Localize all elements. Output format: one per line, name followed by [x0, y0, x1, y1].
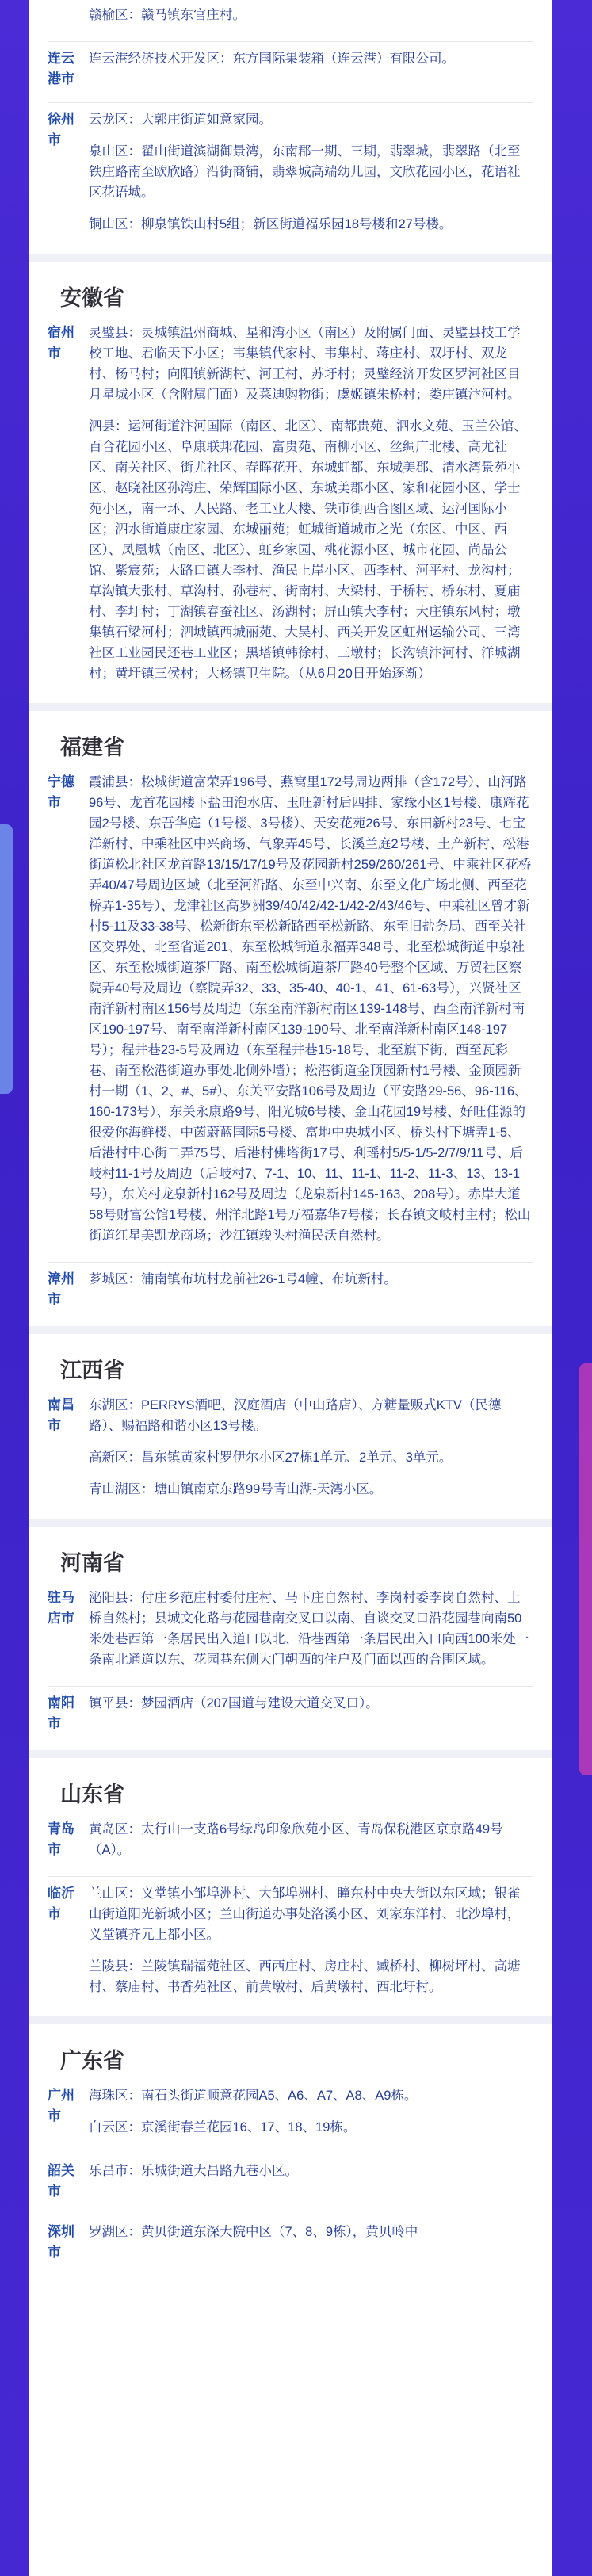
area-list: [84, 2222, 533, 2263]
city-name: 临沂市: [48, 1886, 74, 1921]
province-section: [29, 254, 552, 703]
area-entry: 泗县：运河街道汴河国际（南区、北区）、南都贵苑、泗水文苑、玉兰公馆、百合花园小区、阜康联邦花园、富贵苑、南柳小区、丝绸广北楼、高尤社区、南关社区、街尤社区、春晖花开、东城虹都、东城美郡、清水湾景苑小区、赵晓社区孙湾庄、荣辉国际小区、东城美郡小区、家和花园小区、学士苑小区，南一环、人民路、老工业大楼、铁市街西合图区域、运河国际小区；泗水街道康庄家园、东城丽苑；虹城街道城市之光（东区、中区、西区）、凤凰城（南区、北区）、虹乡家园、桃花源小区、城市花园、尚品公馆、紫宸苑；大路口镇大李村、渔民上岸小区、西李村、河平村、龙沟村；草沟镇大张村、草沟村、孙巷村、街南村、大梁村、于桥村、桥东村、夏庙村、李圩村；丁湖镇春蚕社区、汤湖村；屏山镇大李村；大庄镇东风村；墩集镇石梁河村；泗城镇西城丽苑、大吴村、西关开发区虹州运输公司、三湾社区工业园民还巷工业区；黑塔镇韩徐村、三墩村；长沟镇汴河村、洋城湖村；黄圩镇三侯村；大杨镇卫生院。（从6月20日开始逐渐）: [89, 419, 527, 681]
city-name: 宁德市: [48, 774, 74, 810]
province-section: [29, 1519, 552, 1750]
city-row: [48, 1395, 533, 1511]
area-entry: 乐昌市：乐城街道大昌路九巷小区。: [89, 2164, 298, 2178]
left-decoration: [0, 824, 13, 1094]
area-list: [84, 5, 533, 29]
area-list: [84, 1693, 533, 1734]
city-name: 漳州市: [48, 1271, 74, 1307]
province-section: [29, 1326, 552, 1519]
city-divider: [48, 1876, 533, 1877]
province-title: 安徽省: [60, 286, 124, 310]
city-divider: [48, 1262, 533, 1263]
area-entry: 铜山区：柳泉镇铁山村5组；新区街道福乐园18号楼和27号楼。: [89, 217, 453, 231]
province-title: 江西省: [60, 1359, 124, 1382]
area-entry: 兰陵县：兰陵镇瑞福苑社区、西西庄村、房庄村、臧桥村、柳树坪村、高塘村、蔡庙村、书香苑社区、前黄墩村、后黄墩村、西北圩村。: [89, 1959, 521, 1994]
province-title: 河南省: [60, 1551, 124, 1575]
city-name: 驻马店市: [48, 1590, 74, 1626]
area-list: [84, 1269, 533, 1310]
province-section: [29, 2016, 552, 2279]
area-entry: 镇平县：梦园酒店（207国道与建设大道交叉口）。: [89, 1696, 379, 1710]
city-divider: [48, 102, 533, 103]
area-list: [84, 109, 533, 238]
area-list: [84, 2161, 533, 2202]
area-list: [84, 1395, 533, 1503]
area-entry: 高新区：昌东镇黄家村罗伊尔小区27栋1单元、2单元、3单元。: [89, 1450, 453, 1465]
city-row: [48, 1269, 533, 1318]
city-row: [48, 1588, 533, 1681]
area-entry: 黄岛区：太行山一支路6号绿岛印象欣苑小区、青岛保税港区京京路49号（A）。: [89, 1822, 503, 1857]
area-entry: 白云区：京溪街春兰花园16、17、18、19栋。: [89, 2120, 357, 2135]
area-list: [84, 323, 533, 687]
city-divider: [48, 41, 533, 42]
province-title: 福建省: [60, 736, 124, 759]
area-list: [84, 1883, 533, 2001]
city-row: [48, 2085, 533, 2149]
city-row: [48, 1819, 533, 1871]
area-entry: 海珠区：南石头街道顺意花园A5、A6、A7、A8、A9栋。: [89, 2089, 418, 2103]
city-divider: [48, 1686, 533, 1687]
area-list: [84, 772, 533, 1249]
city-row: [48, 2161, 533, 2210]
content-panel: [29, 0, 552, 2576]
area-entry: 云龙区：大郭庄街道如意家园。: [89, 113, 272, 127]
city-name: 徐州市: [48, 112, 74, 147]
city-name: 青岛市: [48, 1821, 74, 1857]
area-entry: 芗城区：浦南镇布坑村龙前社26-1号4幢、布坑新村。: [89, 1272, 397, 1286]
city-name: 连云港市: [48, 51, 74, 86]
area-entry: 灵璧县：灵城镇温州商城、星和湾小区（南区）及附属门面、灵璧县技工学校工地、君临天下小区；韦集镇代家村、韦集村、蒋庄村、双圩村、双龙村、杨马村；向阳镇新湖村、河王村、苏圩村；灵璧经济开发区罗河社区目月星城小区（含附属门面）及菜迪购物街；虞姬镇朱桥村；娄庄镇汴河村。: [89, 326, 521, 402]
city-row: [48, 1883, 533, 2008]
area-list: [84, 1819, 533, 1863]
area-entry: 兰山区：义堂镇小邹埠洲村、大邹埠洲村、瞳东村中央大街以东区域；银雀山街道阳光新城小区；兰山街道办事处洛溪小区、刘家东洋村、北沙埠村，义堂镇齐元上都小区。: [89, 1886, 521, 1942]
area-entry: 罗湖区：黄贝街道东深大院中区（7、8、9栋），黄贝岭中: [89, 2225, 418, 2239]
province-section: [29, 703, 552, 1326]
area-list: [84, 1588, 533, 1673]
area-entry: 赣榆区：赣马镇东官庄村。: [89, 8, 246, 22]
area-entry: 连云港经济技术开发区：东方国际集装箱（连云港）有限公司。: [89, 52, 455, 66]
province-section: [29, 0, 552, 254]
city-row: [48, 323, 533, 695]
city-name: 南昌市: [48, 1397, 74, 1433]
area-list: [84, 48, 533, 90]
area-entry: 霞浦县：松城街道富荣弄196号、燕窝里172号周边两排（含172号）、山河路96号、龙首花园楼下盐田泡水店、玉旺新村后四排、家缘小区1号楼、康辉花园2号楼、东吾华庭（1号楼、3号楼）、天安花苑26号、东田新村23号、七宝洋新村、中乘社区中兴商场、气象弄45号、长溪兰庭2号楼、土产新村、松港街道松北社区龙首路13/15/17/19号及花园新村259/260/261号、中乘社区花桥弄40/47号周边区域（北至河沿路、东至中兴南、东至文化广场北侧、西至花桥弄1-35号）、龙津社区高罗洲39/40/42/42-1/42-2/43/46号、中乘社区曾才新村5-11及33-38号、松新街东至松新路西至松新路、东至旧盐务局、西至关社区交界处、北至省道201、东至松城街道永福弄348号、北至松城街道中泉社区、东至松城街道茶厂路、南至松城街道茶厂路40号整个区域、万贸社区察院弄40号及周边（察院弄32、33、35-40、40-1、41、61-63号），兴贤社区南洋新村南区156号及周边（东至南洋新村南区139-148号、西至南洋新村南区190-197号、南至南洋新村南区139-190号、北至南洋新村南区148-197号）；程井巷23-5号及周边（东至程井巷15-18号、北至旗下街、西至瓦彩巷、南至松港街道办事处北侧外墙）；松港街道金顶园新村1号楼、金顶园新村一期（1、2、#、5#）、东关平安路106号及周边（平安路29-56、96-116、160-173号）、东关永康路9号、阳光城6号楼、金山花园19号楼、好旺佳源的很爱你海鲜楼、中茵蔚蓝国际5号楼、富地中央城小区、桥头村下塘弄1-5、后港村中心街二弄75号、后港村佛塔街17号、利瑶村5/5-1/5-2/7/9/11号、后岐村11-1号及周边（后岐村7、7-1、10、11、11-1、11-2、11-3、13、13-1号），东关村龙泉新村162号及周边（龙泉新村145-163、208号）。赤岸大道58号财富公馆1号楼、州洋北路1号万福嘉华7号楼；长春镇文岐村主村；松山街道红星美凯龙商场；沙江镇竣头村渔民沃自然村。: [89, 775, 532, 1243]
city-name: [48, 5, 84, 29]
city-name: 宿州市: [48, 325, 74, 361]
right-decoration: [579, 1363, 592, 1775]
area-entry: 泉山区：翟山街道滨湖御景湾，东南郡一期、三期，翡翠城，翡翠路（北至铁庄路南至欧欣路）沿街商铺，翡翠城高端幼儿园，文欣花园小区，花语社区花语城。: [89, 144, 521, 200]
city-row: [48, 2222, 533, 2271]
province-title: 山东省: [60, 1783, 124, 1806]
city-name: 南阳市: [48, 1695, 74, 1731]
province-section: [29, 1750, 552, 2016]
city-name: 韶关市: [48, 2163, 74, 2199]
area-entry: 东湖区：PERRYS酒吧、汉庭酒店（中山路店）、方糖量贩式KTV（民德路）、赐福路和谐小区13号楼。: [89, 1398, 502, 1433]
area-entry: 青山湖区：塘山镇南京东路99号青山湖-天湾小区。: [89, 1482, 383, 1496]
city-name: 深圳市: [48, 2224, 74, 2260]
city-name: 广州市: [48, 2088, 74, 2123]
city-row: [48, 772, 533, 1257]
city-row: [48, 1693, 533, 1742]
area-list: [84, 2085, 533, 2141]
city-row: [48, 109, 533, 246]
area-entry: 泌阳县：付庄乡范庄村委付庄村、马下庄自然村、李岗村委李岗自然村、土桥自然村；县城文化路与花园巷南交叉口以南、自谈交叉口沿花园巷向南50米处巷西第一条居民出入道口以北、沿巷西第一条居民出入口向西100米处一条南北通道以东、花园巷东侧大门朝西的住户及门面以西的合围区域。: [89, 1591, 529, 1667]
city-row: [48, 48, 533, 97]
province-title: 广东省: [60, 2049, 124, 2073]
city-row: [48, 5, 533, 36]
